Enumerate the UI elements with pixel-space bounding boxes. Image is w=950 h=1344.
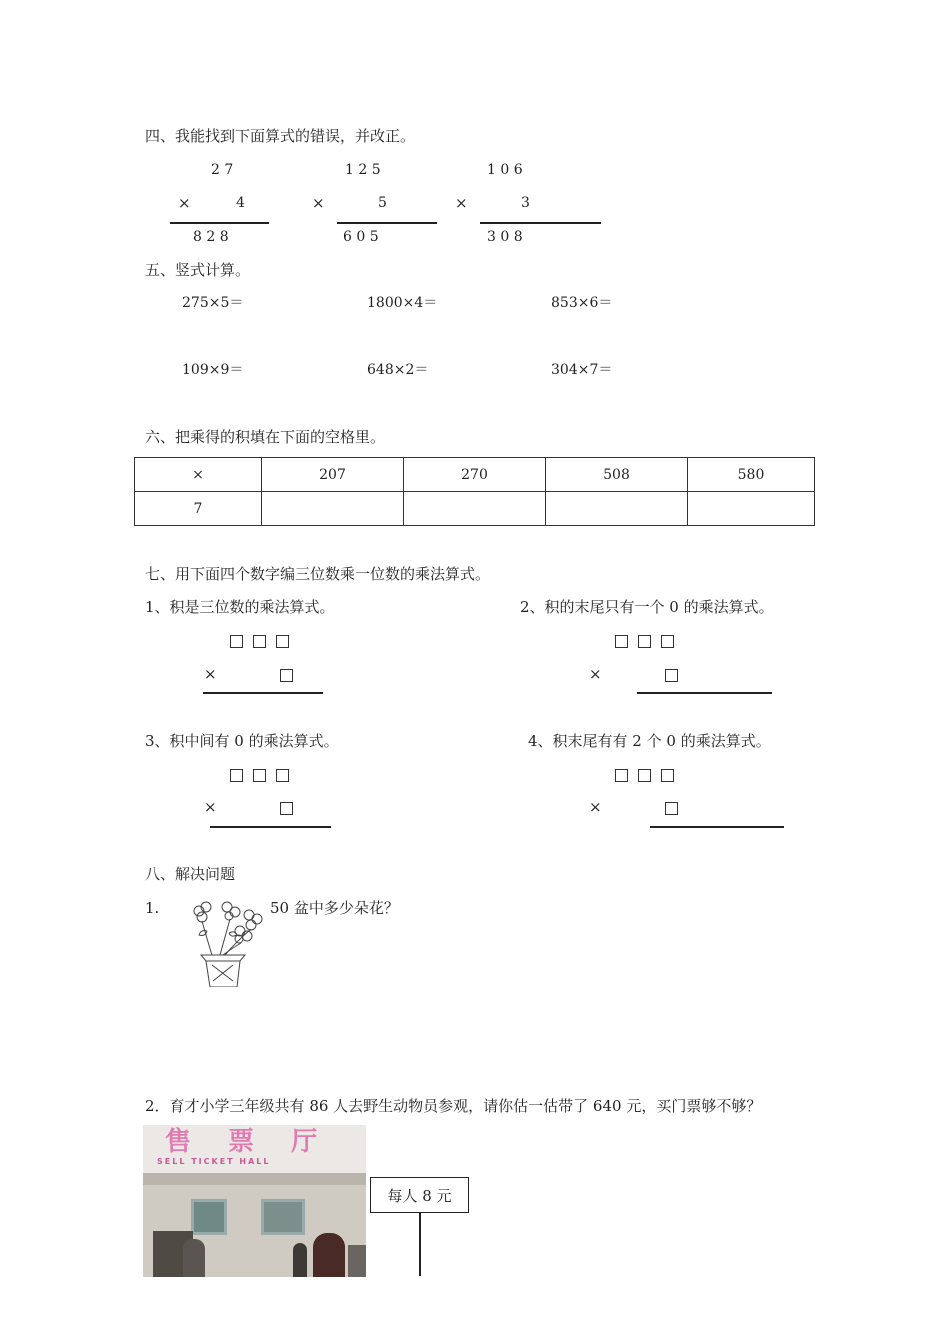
problem2-text: 2．育才小学三年级共有 86 人去野生动物员参观，请你估一估带了 640 元，买门票够不够？ (145, 1097, 762, 1115)
problem3-op: × (455, 194, 468, 212)
section6-title: 六、把乘得的积填在下面的空格里。 (145, 428, 386, 446)
photo-banner-subtitle: SELL TICKET HALL (157, 1157, 271, 1166)
digit-boxes (280, 800, 303, 815)
calc-item: 853×6＝ (551, 295, 613, 311)
answer-rule (650, 826, 784, 828)
photo-banner (143, 1125, 366, 1173)
problem1-op: × (178, 194, 191, 212)
section8-title: 八、解决问题 (145, 865, 236, 883)
digit-boxes (665, 667, 688, 682)
times-sign: × (589, 665, 602, 683)
problem2-result: 6 0 5 (343, 229, 379, 245)
problem1-result: 8 2 8 (193, 229, 229, 245)
answer-cell[interactable] (404, 492, 546, 526)
problem3-result: 3 0 8 (487, 229, 523, 245)
price-sign: 每人 8 元 (370, 1177, 469, 1213)
table-cell: × (135, 458, 262, 492)
calc-item: 304×7＝ (551, 362, 613, 378)
problem2-top: 1 2 5 (345, 162, 381, 178)
digit-boxes (665, 800, 688, 815)
answer-rule (203, 692, 323, 694)
problem1-number: 1. (145, 899, 160, 917)
problem1-top: 2 7 (211, 162, 234, 178)
answer-rule (637, 692, 772, 694)
table-cell: 207 (262, 458, 404, 492)
calc-item: 275×5＝ (182, 295, 244, 311)
calc-item: 648×2＝ (367, 362, 429, 378)
section5-title: 五、竖式计算。 (145, 261, 251, 279)
problem1-text: 50 盆中多少朵花？ (270, 899, 399, 917)
problem2-op: × (312, 194, 325, 212)
answer-cell[interactable] (546, 492, 688, 526)
table-cell: 270 (404, 458, 546, 492)
table-row (135, 492, 815, 526)
section4-title: 四、我能找到下面算式的错误，并改正。 (145, 127, 416, 145)
section7-q1: 1、积是三位数的乘法算式。 (145, 598, 335, 616)
ticket-hall-photo (143, 1125, 366, 1277)
digit-boxes (615, 767, 684, 782)
problem3-rule (480, 222, 601, 224)
problem1-rule (170, 222, 269, 224)
answer-rule (210, 826, 331, 828)
times-sign: × (589, 798, 602, 816)
section7-q4: 4、积末尾有有 2 个 0 的乘法算式。 (528, 732, 771, 750)
table-row (135, 458, 815, 492)
calc-item: 109×9＝ (182, 362, 244, 378)
answer-cell[interactable] (262, 492, 404, 526)
digit-boxes (230, 633, 299, 648)
photo-banner-title: 售 票 厅 (165, 1127, 332, 1157)
table-cell: 7 (135, 492, 262, 526)
product-table (134, 457, 815, 526)
section7-q2: 2、积的末尾只有一个 0 的乘法算式。 (520, 598, 774, 616)
table-cell: 580 (688, 458, 815, 492)
times-sign: × (204, 798, 217, 816)
flower-pot-illustration (185, 897, 270, 987)
times-sign: × (204, 665, 217, 683)
table-cell: 508 (546, 458, 688, 492)
problem2-rule (337, 222, 437, 224)
problem2-multiplier: 5 (378, 195, 387, 211)
section7-title: 七、用下面四个数字编三位数乘一位数的乘法算式。 (145, 565, 491, 583)
digit-boxes (230, 767, 299, 782)
answer-cell[interactable] (688, 492, 815, 526)
problem3-top: 1 0 6 (487, 162, 523, 178)
digit-boxes (280, 667, 303, 682)
photo-building (143, 1173, 366, 1277)
section7-q3: 3、积中间有 0 的乘法算式。 (145, 732, 339, 750)
calc-item: 1800×4＝ (367, 295, 438, 311)
problem3-multiplier: 3 (521, 195, 530, 211)
sign-pole (419, 1213, 421, 1276)
problem1-multiplier: 4 (236, 195, 245, 211)
digit-boxes (615, 633, 684, 648)
